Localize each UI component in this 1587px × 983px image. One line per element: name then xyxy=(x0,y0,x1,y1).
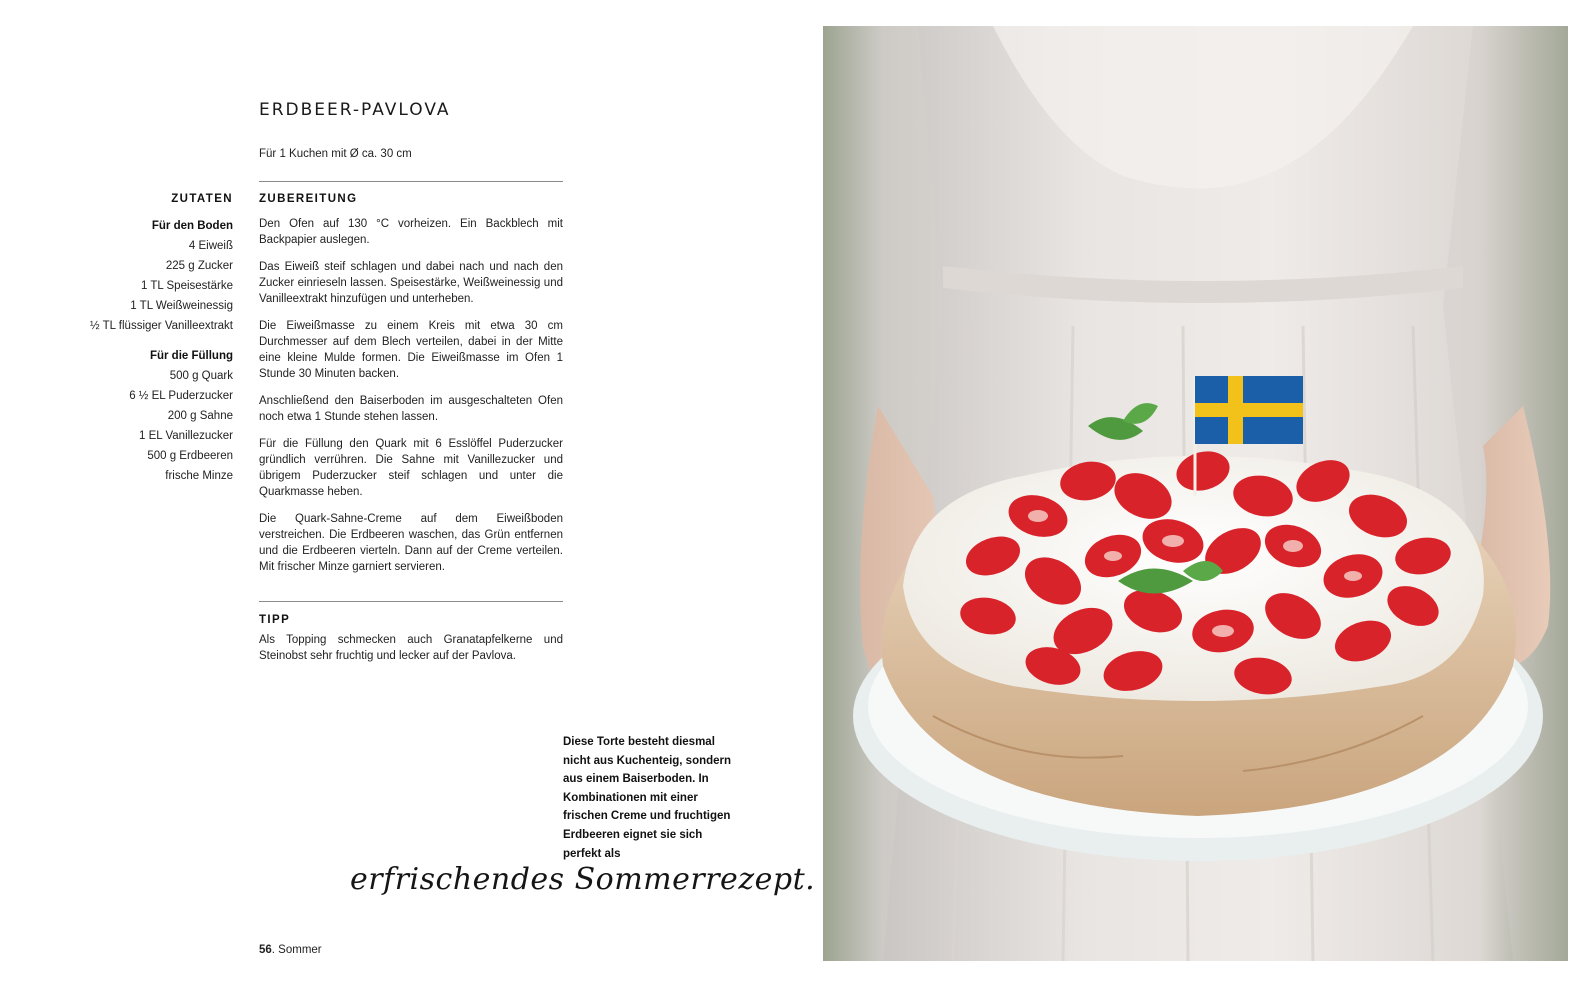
ingredient-item: 500 g Erdbeeren xyxy=(147,450,233,462)
ingredient-item: 500 g Quark xyxy=(169,370,233,382)
ingredient-item: frische Minze xyxy=(165,470,233,482)
pavlova-photo xyxy=(823,26,1568,961)
ingredient-item: 200 g Sahne xyxy=(167,410,233,422)
tip-text: Als Topping schmecken auch Granatapfelkerne und Steinobst sehr fruchtig und lecker auf der Pavlova. xyxy=(259,634,563,662)
ingredient-group-title: Für den Boden xyxy=(151,220,233,232)
pull-quote: Diese Torte besteht diesmal nicht aus Kuchenteig, sondern aus einem Baiserboden. In Kombinationen mit einer frischen Creme und fruchtigen Erdbeeren eignet sie sich perfekt als xyxy=(563,736,732,860)
step-paragraph: Das Eiweiß steif schlagen und dabei nach und nach den Zucker einrieseln lassen. Speisestärke, Weißweinessig und Vanilleextrakt hinzufügen und unterheben. xyxy=(259,261,563,305)
ingredient-item: 1 TL Speisestärke xyxy=(140,280,233,292)
ingredient-list xyxy=(60,216,233,486)
ingredient-item: 4 Eiweiß xyxy=(188,240,233,252)
tip-heading: TIPP xyxy=(259,614,291,626)
photo-illustration xyxy=(823,26,1568,961)
ingredient-item: 1 TL Weißweinessig xyxy=(130,300,233,312)
ingredient-item: 1 EL Vanillezucker xyxy=(139,430,233,442)
divider-top xyxy=(259,181,563,182)
swedish-flag-icon xyxy=(1195,376,1303,444)
step-paragraph: Die Quark-Sahne-Creme auf dem Eiweißboden verstreichen. Die Erdbeeren waschen, das Grün entfernen und die Erdbeeren vierteln. Dann auf der Creme verteilen. Mit frischer Minze garniert servieren. xyxy=(259,513,563,573)
script-caption: erfrischendes Sommerrezept. xyxy=(350,862,816,897)
ingredient-item: ½ TL flüssiger Vanilleextrakt xyxy=(90,320,233,332)
ingredients-heading: ZUTATEN xyxy=(171,193,233,205)
page-number: 56 xyxy=(259,944,272,956)
section-name: . Sommer xyxy=(271,944,322,956)
recipe-title: ERDBEER-PAVLOVA xyxy=(259,100,451,120)
step-paragraph: Für die Füllung den Quark mit 6 Esslöffel Puderzucker gründlich verrühren. Die Sahne mit Vanillezucker und übrigem Puderzucker steif schlagen und unter die Quarkmasse heben. xyxy=(259,438,563,498)
ingredient-group-title: Für die Füllung xyxy=(149,350,233,362)
step-paragraph: Die Eiweißmasse zu einem Kreis mit etwa 30 cm Durchmesser auf dem Blech verteilen, dabei in der Mitte eine kleine Mulde formen. Die Eiweißmasse im Ofen 1 Stunde 30 Minuten backen. xyxy=(259,320,563,380)
step-paragraph: Den Ofen auf 130 °C vorheizen. Ein Backblech mit Backpapier auslegen. xyxy=(259,218,563,246)
step-paragraph: Anschließend den Baiserboden im ausgeschalteten Ofen noch etwa 1 Stunde stehen lassen. xyxy=(259,395,563,423)
serving-size: Für 1 Kuchen mit Ø ca. 30 cm xyxy=(259,148,412,160)
ingredient-item: 225 g Zucker xyxy=(165,260,233,272)
ingredient-item: 6 ½ EL Puderzucker xyxy=(129,390,233,402)
preparation-heading: ZUBEREITUNG xyxy=(259,193,358,205)
preparation-steps xyxy=(259,216,563,586)
page-folio xyxy=(259,944,322,956)
divider-tip xyxy=(259,601,563,602)
